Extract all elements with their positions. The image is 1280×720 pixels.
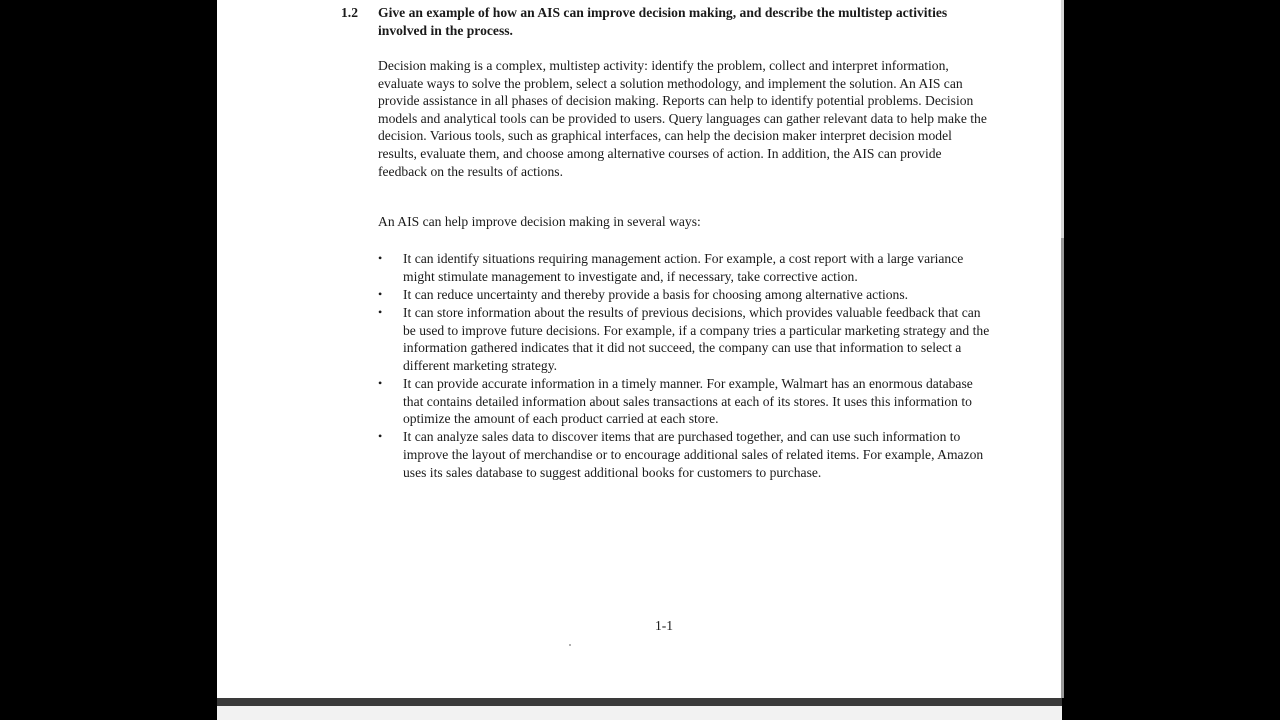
scrollbar-thumb[interactable] — [1061, 238, 1064, 698]
bullet-text: It can provide accurate information in a timely manner. For example, Walmart has an enormous database that contains detailed information about sales transactions at each of its stores. It uses this information to optimize the amount of each product carried at each store. — [403, 375, 973, 427]
bullet-icon: • — [378, 375, 383, 390]
bullet-text: It can identify situations requiring management action. For example, a cost report with a large variance might stimulate management to investigate and, if necessary, take corrective action. — [403, 251, 964, 284]
bullet-text: It can analyze sales data to discover items that are purchased together, and can use such information to improve the layout of merchandise or to encourage additional sales of related items. For example, Amazon uses its sales database to suggest additional books for customers to purchase. — [403, 429, 984, 480]
bullet-icon: • — [378, 286, 383, 301]
next-page-edge — [217, 706, 1062, 720]
intro-paragraph: An AIS can help improve decision making in several ways: — [378, 214, 701, 229]
question-number: 1.2 — [341, 5, 358, 20]
bullet-item — [378, 304, 990, 374]
bullet-item — [378, 286, 990, 304]
bullet-text: It can store information about the results of previous decisions, which provides valuable feedback that can be used to improve future decisions. For example, if a company tries a particular marketing strategy and the information gathered indicates that it did not succeed, the company can use that information to select a different marketing strategy. — [403, 304, 990, 373]
document-page — [217, 0, 1062, 698]
page-bottom-edge — [217, 698, 1062, 706]
bullet-item — [378, 375, 990, 428]
answer-paragraph: Decision making is a complex, multistep activity: identify the problem, collect and interpret information, evaluate ways to solve the problem, select a solution methodology, and implement the solution. An AIS can provide assistance in all phases of decision making. Reports can help to identify potential problems. Decision models and analytical tools can be provided to users. Query languages can gather relevant data to help make the decision. Various tools, such as graphical interfaces, can help the decision maker interpret decision model results, evaluate them, and choose among alternative courses of action. In addition, the AIS can provide feedback on the results of actions. — [378, 58, 987, 179]
bullet-text: It can reduce uncertainty and thereby provide a basis for choosing among alternative actions. — [403, 286, 909, 302]
page-number: 1-1 — [654, 618, 674, 633]
bullet-icon: • — [378, 304, 383, 319]
bullet-icon: • — [378, 429, 383, 444]
bullet-icon: • — [378, 251, 383, 265]
bullet-item — [378, 250, 990, 285]
bullet-item — [378, 428, 990, 481]
question-text: Give an example of how an AIS can improve decision making, and describe the multistep activities involved in the process. — [378, 5, 948, 38]
page-speck — [569, 644, 571, 646]
bullet-list — [378, 250, 990, 482]
